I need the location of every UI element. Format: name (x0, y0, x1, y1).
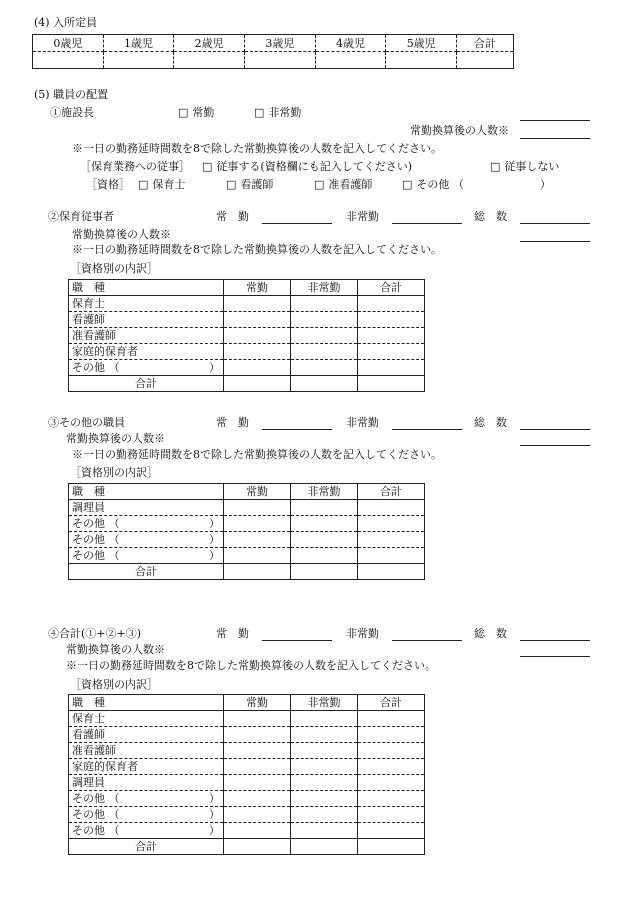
col-part: 非常勤 (291, 484, 358, 500)
age-3-cell[interactable] (245, 52, 316, 69)
table-row (69, 823, 425, 839)
cell[interactable] (291, 775, 358, 791)
row-label: 看護師 (69, 727, 224, 743)
table-header-row (69, 484, 425, 500)
col-full: 常勤 (224, 484, 291, 500)
cell[interactable] (358, 360, 425, 376)
nursery-full-label: 常 勤 (216, 210, 249, 223)
age-total-header: 合計 (457, 35, 514, 52)
total-label: 合計 (69, 564, 224, 580)
age-0-header: 0歳児 (33, 35, 104, 52)
nursery-conv-field[interactable] (520, 241, 590, 242)
nursery-breakdown-table (68, 279, 425, 392)
table-row (69, 344, 425, 360)
col-total: 合計 (358, 695, 425, 711)
age-2-header: 2歳児 (174, 35, 245, 52)
capacity-input-row (33, 52, 514, 69)
section4-heading: (4) 入所定員 (34, 16, 98, 29)
table-row (69, 500, 425, 516)
cell[interactable] (224, 775, 291, 791)
others-part-field[interactable] (392, 429, 462, 430)
col-kind: 職 種 (69, 280, 224, 296)
cell[interactable] (291, 711, 358, 727)
age-0-cell[interactable] (33, 52, 104, 69)
other-close: ） (209, 824, 220, 837)
cell[interactable] (358, 548, 425, 564)
director-parttime-checkbox[interactable]: □ 非常勤 (254, 106, 301, 120)
cell[interactable] (291, 759, 358, 775)
table-row (69, 727, 425, 743)
cell[interactable] (291, 548, 358, 564)
others-breakdown-table (68, 483, 425, 580)
other-close: ） (209, 808, 220, 821)
cell[interactable] (224, 548, 291, 564)
cell[interactable] (291, 344, 358, 360)
director-fulltime-checkbox[interactable]: □ 常勤 (178, 106, 214, 120)
table-row (69, 775, 425, 791)
others-conv-field[interactable] (520, 445, 590, 446)
cell[interactable] (224, 743, 291, 759)
nursery-breakdown-label: ［資格別の内訳］ (70, 262, 158, 275)
cell[interactable] (358, 516, 425, 532)
row-label: 准看護師 (69, 743, 224, 759)
cell[interactable] (358, 344, 425, 360)
cell[interactable] (358, 807, 425, 823)
other-close: ） (209, 361, 220, 374)
cell[interactable] (291, 791, 358, 807)
table-row (69, 743, 425, 759)
cell[interactable] (291, 500, 358, 516)
director-note: ※一日の勤務延時間数を8で除した常勤換算後の人数を記入してください。 (72, 142, 442, 155)
sum-total-field[interactable] (520, 640, 590, 641)
other-open: その他 （ (72, 824, 120, 837)
cell[interactable] (224, 823, 291, 839)
row-label: 准看護師 (69, 328, 224, 344)
col-total: 合計 (358, 484, 425, 500)
table-row (69, 312, 425, 328)
childcare-label: ［保育業務への従事］ (80, 160, 190, 173)
sum-label: ④合計(①+②+③) (48, 627, 142, 640)
cell[interactable] (358, 532, 425, 548)
other-open: その他 （ (72, 361, 120, 374)
cell[interactable] (224, 328, 291, 344)
table-row (69, 532, 425, 548)
other-close: ） (209, 533, 220, 546)
total-label: 合計 (69, 839, 224, 855)
other-close: ） (209, 549, 220, 562)
sum-total-label: 総 数 (474, 627, 507, 640)
table-row (69, 296, 425, 312)
other-open: その他 （ (72, 517, 120, 530)
row-label-other[interactable] (69, 532, 224, 548)
others-part-label: 非常勤 (346, 416, 379, 429)
cell[interactable] (358, 791, 425, 807)
table-header-row (69, 280, 425, 296)
cell[interactable] (224, 376, 291, 392)
cell[interactable] (291, 839, 358, 855)
other-close: ） (209, 792, 220, 805)
cell[interactable] (358, 500, 425, 516)
qual-nursery-teacher-checkbox[interactable]: □ 保育士 (138, 178, 185, 192)
other-open: その他 （ (72, 808, 120, 821)
row-label: 看護師 (69, 312, 224, 328)
childcare-yes-checkbox[interactable]: □ 従事する(資格欄にも記入してください) (202, 160, 412, 174)
row-label-other[interactable] (69, 516, 224, 532)
table-row (69, 711, 425, 727)
nursery-part-label: 非常勤 (346, 210, 379, 223)
sum-part-field[interactable] (392, 640, 462, 641)
cell[interactable] (224, 532, 291, 548)
total-row (69, 564, 425, 580)
nursery-note: ※一日の勤務延時間数を8で除した常勤換算後の人数を記入してください。 (72, 243, 442, 256)
other-open: その他 （ (72, 533, 120, 546)
age-1-cell[interactable] (103, 52, 174, 69)
cell[interactable] (224, 500, 291, 516)
col-total: 合計 (358, 280, 425, 296)
row-label-other[interactable] (69, 360, 224, 376)
cell[interactable] (224, 344, 291, 360)
cell[interactable] (358, 743, 425, 759)
row-label-other[interactable] (69, 823, 224, 839)
sum-breakdown-label: ［資格別の内訳］ (70, 678, 158, 691)
others-note: ※一日の勤務延時間数を8で除した常勤換算後の人数を記入してください。 (72, 448, 442, 461)
childcare-no-checkbox[interactable]: □ 従事しない (490, 160, 559, 174)
others-full-field[interactable] (262, 429, 332, 430)
other-close: ） (209, 517, 220, 530)
table-row (69, 360, 425, 376)
cell[interactable] (358, 759, 425, 775)
nursery-conv-label: 常勤換算後の人数※ (72, 228, 171, 241)
cell[interactable] (224, 312, 291, 328)
cell[interactable] (358, 376, 425, 392)
sum-note: ※一日の勤務延時間数を8で除した常勤換算後の人数を記入してください。 (66, 659, 436, 672)
table-row (69, 791, 425, 807)
cell[interactable] (358, 711, 425, 727)
others-conv-label: 常勤換算後の人数※ (66, 432, 165, 445)
nursery-label: ②保育従事者 (48, 210, 114, 223)
cell[interactable] (224, 296, 291, 312)
cell[interactable] (291, 328, 358, 344)
cell[interactable] (224, 839, 291, 855)
director-conv-field[interactable] (520, 138, 590, 139)
sum-breakdown-table (68, 694, 425, 855)
cell[interactable] (224, 711, 291, 727)
row-label-other[interactable] (69, 548, 224, 564)
age-5-cell[interactable] (386, 52, 457, 69)
total-row (69, 839, 425, 855)
cell[interactable] (291, 296, 358, 312)
nursery-part-field[interactable] (392, 223, 462, 224)
cell[interactable] (358, 839, 425, 855)
cell[interactable] (224, 564, 291, 580)
director-blank-1[interactable] (520, 120, 590, 121)
cell[interactable] (358, 823, 425, 839)
cell[interactable] (291, 823, 358, 839)
qualification-label: ［資格］ (86, 178, 130, 191)
qual-assistant-nurse-checkbox[interactable]: □ 准看護師 (314, 178, 372, 192)
capacity-header-row (33, 35, 514, 52)
cell[interactable] (291, 807, 358, 823)
cell[interactable] (358, 312, 425, 328)
col-full: 常勤 (224, 280, 291, 296)
sum-part-label: 非常勤 (346, 627, 379, 640)
row-label-other[interactable] (69, 791, 224, 807)
cell[interactable] (224, 791, 291, 807)
cell[interactable] (291, 360, 358, 376)
table-row (69, 516, 425, 532)
others-label: ③その他の職員 (48, 416, 125, 429)
nursery-total-label: 総 数 (474, 210, 507, 223)
director-label: ①施設長 (50, 106, 94, 119)
col-kind: 職 種 (69, 695, 224, 711)
cell[interactable] (224, 360, 291, 376)
qual-nurse-checkbox[interactable]: □ 看護師 (226, 178, 273, 192)
nursery-total-field[interactable] (520, 223, 590, 224)
table-row (69, 328, 425, 344)
age-4-header: 4歳児 (315, 35, 386, 52)
capacity-table (32, 34, 514, 69)
row-label: 調理員 (69, 500, 224, 516)
cell[interactable] (224, 727, 291, 743)
qual-other-close: ） (540, 178, 551, 191)
row-label: 家庭的保育者 (69, 344, 224, 360)
cell[interactable] (358, 328, 425, 344)
section5-heading: (5) 職員の配置 (34, 88, 109, 101)
age-4-cell[interactable] (315, 52, 386, 69)
sum-conv-field[interactable] (520, 656, 590, 657)
row-label: 家庭的保育者 (69, 759, 224, 775)
other-open: その他 （ (72, 792, 120, 805)
row-label-other[interactable] (69, 807, 224, 823)
age-1-header: 1歳児 (103, 35, 174, 52)
col-part: 非常勤 (291, 280, 358, 296)
row-label: 保育士 (69, 296, 224, 312)
table-header-row (69, 695, 425, 711)
other-open: その他 （ (72, 549, 120, 562)
cell[interactable] (358, 564, 425, 580)
table-row (69, 759, 425, 775)
nursery-full-field[interactable] (262, 223, 332, 224)
table-row (69, 548, 425, 564)
age-2-cell[interactable] (174, 52, 245, 69)
cell[interactable] (291, 516, 358, 532)
table-row (69, 807, 425, 823)
age-3-header: 3歳児 (245, 35, 316, 52)
others-total-label: 総 数 (474, 416, 507, 429)
age-total-cell[interactable] (457, 52, 514, 69)
col-part: 非常勤 (291, 695, 358, 711)
row-label: 保育士 (69, 711, 224, 727)
director-conv-label: 常勤換算後の人数※ (410, 124, 509, 137)
col-kind: 職 種 (69, 484, 224, 500)
sum-full-field[interactable] (262, 640, 332, 641)
total-label: 合計 (69, 376, 224, 392)
cell[interactable] (358, 296, 425, 312)
others-full-label: 常 勤 (216, 416, 249, 429)
cell[interactable] (291, 743, 358, 759)
row-label: 調理員 (69, 775, 224, 791)
cell[interactable] (291, 376, 358, 392)
cell[interactable] (224, 807, 291, 823)
cell[interactable] (291, 564, 358, 580)
cell[interactable] (291, 312, 358, 328)
age-5-header: 5歳児 (386, 35, 457, 52)
col-full: 常勤 (224, 695, 291, 711)
cell[interactable] (224, 759, 291, 775)
cell[interactable] (224, 516, 291, 532)
cell[interactable] (358, 727, 425, 743)
total-row (69, 376, 425, 392)
qual-other-checkbox[interactable]: □ その他 （ (402, 178, 464, 192)
sum-conv-label: 常勤換算後の人数※ (66, 643, 165, 656)
others-breakdown-label: ［資格別の内訳］ (70, 466, 158, 479)
others-total-field[interactable] (520, 429, 590, 430)
cell[interactable] (291, 532, 358, 548)
sum-full-label: 常 勤 (216, 627, 249, 640)
cell[interactable] (291, 727, 358, 743)
cell[interactable] (358, 775, 425, 791)
